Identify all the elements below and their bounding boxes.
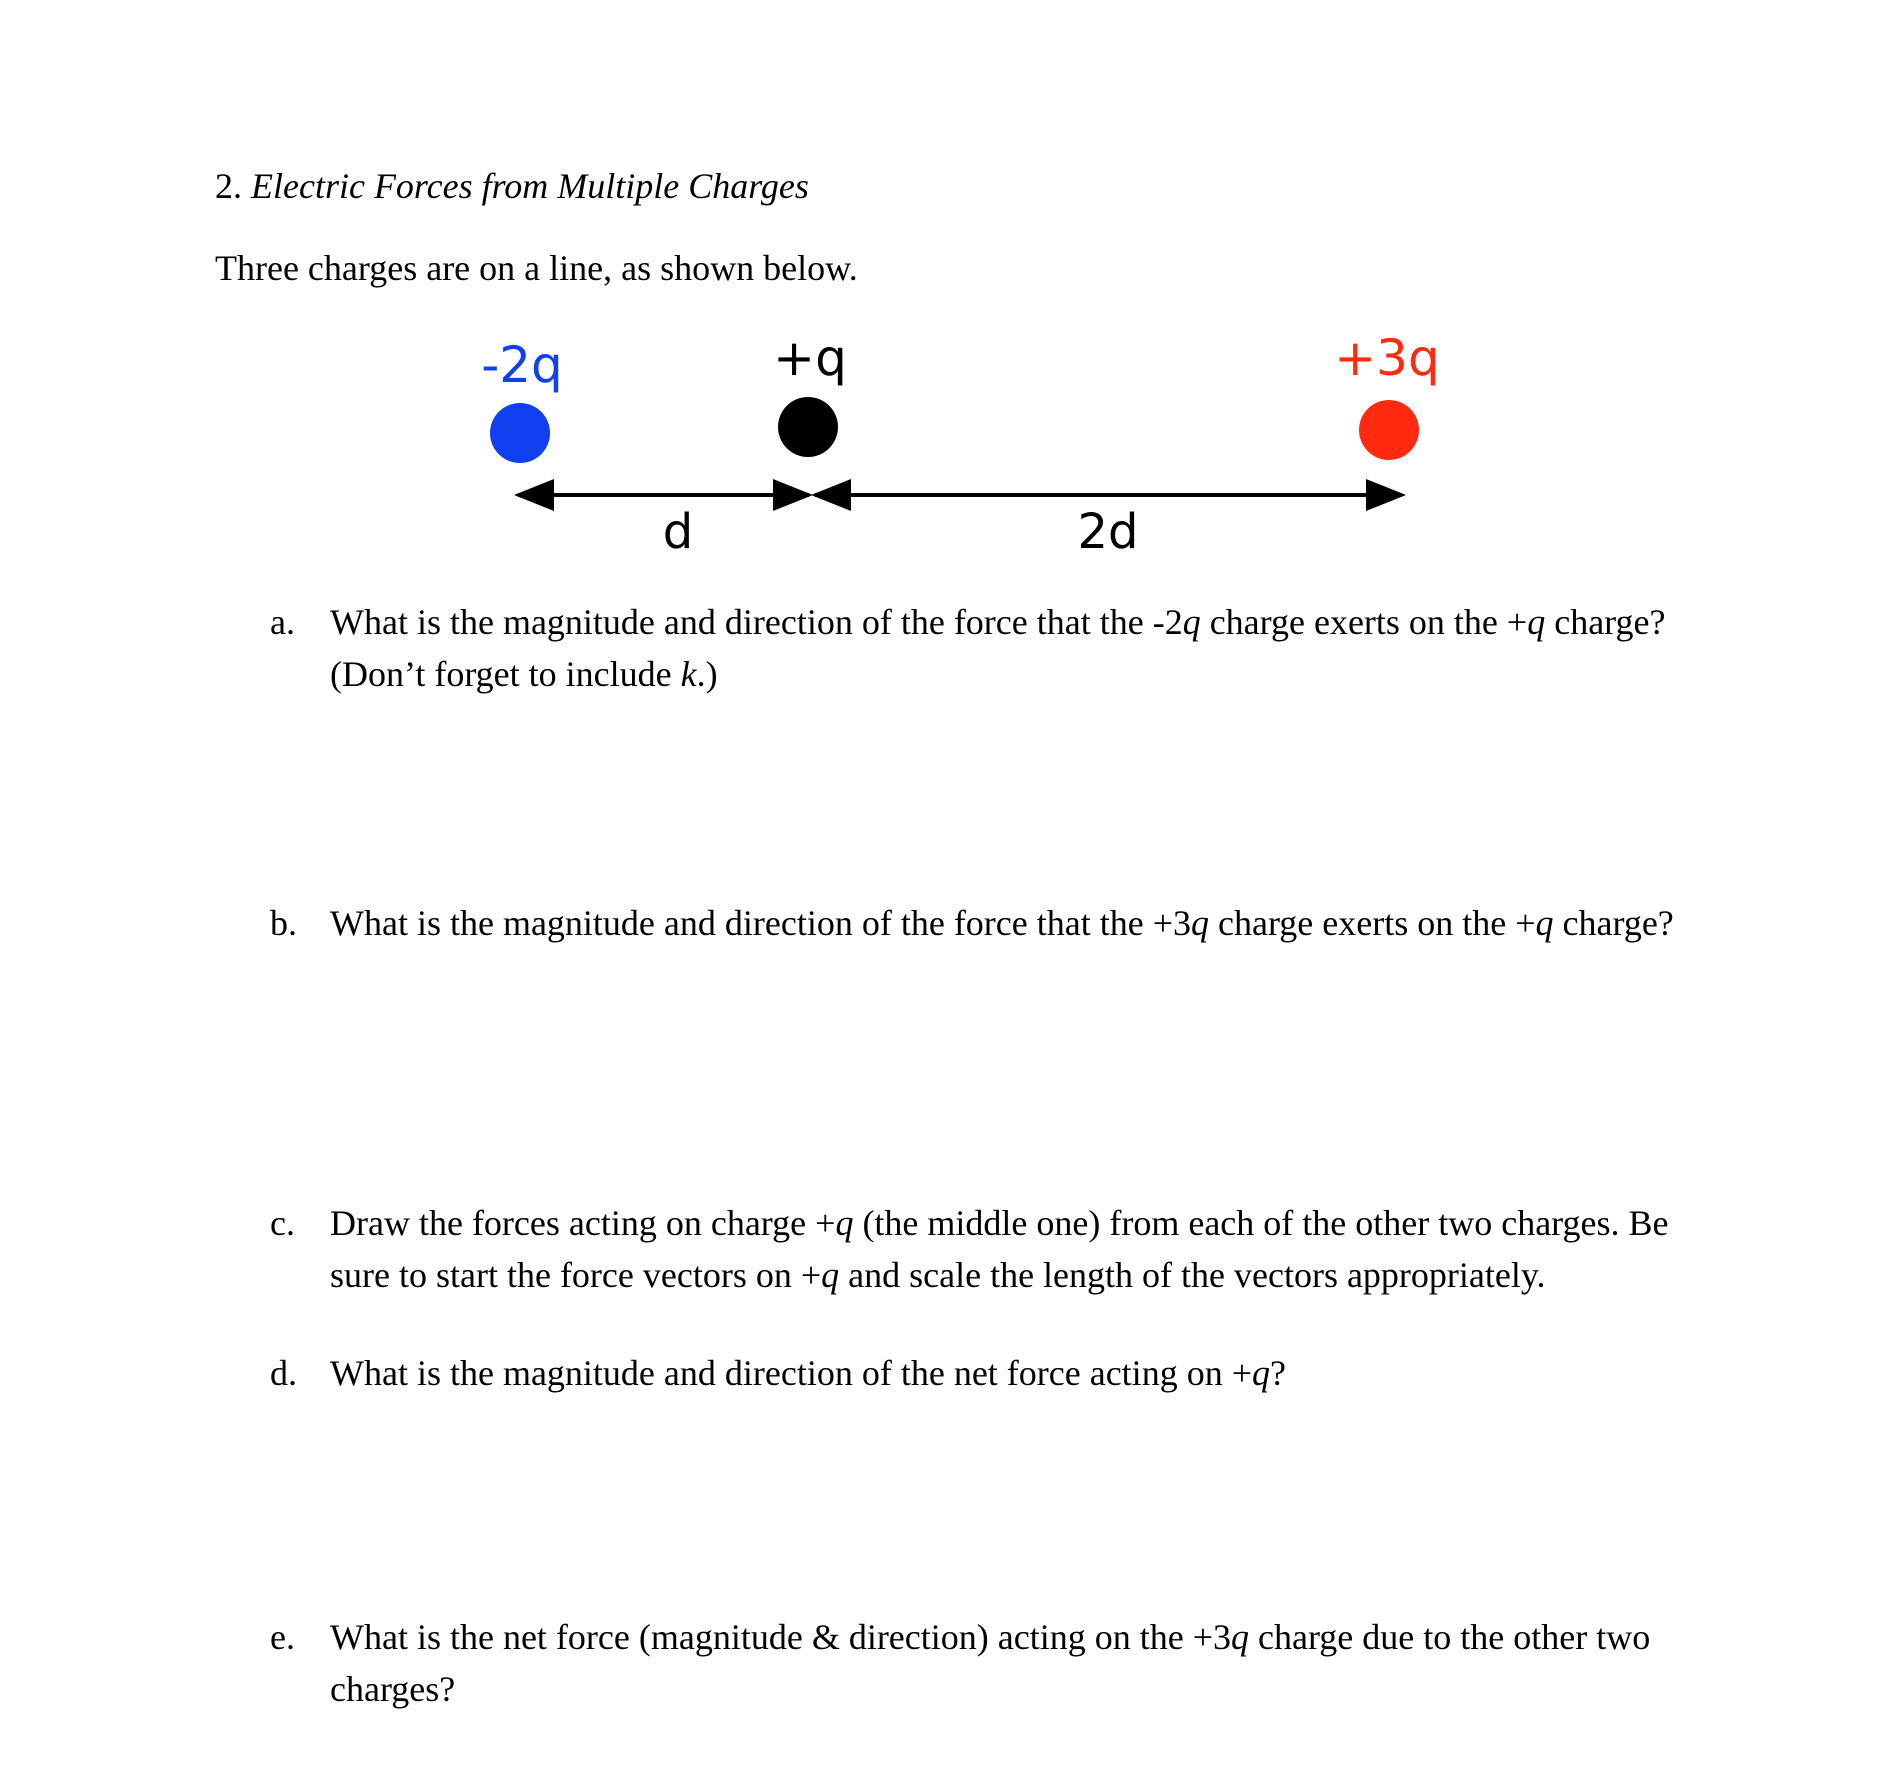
question-text (330, 1197, 1730, 1301)
section-number: 2. (215, 166, 242, 206)
question-text (330, 1611, 1730, 1715)
text-run: charge? (1553, 903, 1674, 943)
question-d (270, 1347, 1730, 1399)
text-run-italic: q (1191, 903, 1210, 943)
text-run: charge? (Don’t forget to include (330, 602, 1666, 694)
question-letter: d. (270, 1353, 297, 1393)
intro-text: Three charges are on a line, as shown below. (215, 248, 858, 288)
question-e (270, 1611, 1730, 1715)
text-run: ? (1270, 1353, 1286, 1393)
distance-label-d: d (662, 504, 694, 560)
charge-neg2q (490, 403, 550, 463)
question-text (330, 897, 1730, 949)
question-c (270, 1197, 1730, 1301)
text-run: What is the magnitude and direction of the force that the -2 (330, 602, 1183, 642)
text-run-italic: q (1252, 1353, 1270, 1393)
question-letter: e. (270, 1617, 295, 1657)
question-letter: c. (270, 1203, 295, 1243)
question-text (330, 1347, 1730, 1399)
question-letter: a. (270, 602, 295, 642)
text-run-italic: k (680, 654, 697, 694)
text-run: (the middle one) from each of the other two charges. Be sure to start the force vectors on + (330, 1203, 1669, 1295)
text-run-italic: q (821, 1255, 840, 1295)
question-text (330, 596, 1730, 700)
text-run: charge due to the other two charges? (330, 1617, 1651, 1709)
charge-3q (1359, 400, 1419, 460)
question-letter: b. (270, 903, 297, 943)
charge-label-3q: +3q (1334, 329, 1440, 387)
text-run-italic: q (1231, 1617, 1250, 1657)
text-run: What is the magnitude and direction of the net force acting on + (330, 1353, 1252, 1393)
text-run: What is the net force (magnitude & direction) acting on the +3 (330, 1617, 1232, 1657)
text-run: What is the magnitude and direction of the force that the +3 (330, 903, 1192, 943)
text-run: Draw the forces acting on charge + (330, 1203, 836, 1243)
text-run: charge exerts on the + (1209, 903, 1536, 943)
charge-q (778, 397, 838, 457)
text-run-italic: q (1527, 602, 1546, 642)
text-run: .) (696, 654, 718, 694)
distance-label-2d: 2d (1077, 504, 1139, 560)
charge-label-q: +q (773, 329, 847, 387)
text-run-italic: q (1535, 903, 1554, 943)
text-run: charge exerts on the + (1200, 602, 1528, 642)
charge-label-neg2q: -2q (481, 336, 563, 394)
text-run-italic: q (1182, 602, 1201, 642)
section-name: Electric Forces from Multiple Charges (251, 166, 809, 206)
charges-diagram (0, 0, 1900, 600)
text-run: and scale the length of the vectors appropriately. (839, 1255, 1546, 1295)
question-a (270, 596, 1730, 700)
text-run-italic: q (835, 1203, 854, 1243)
question-b (270, 897, 1730, 949)
